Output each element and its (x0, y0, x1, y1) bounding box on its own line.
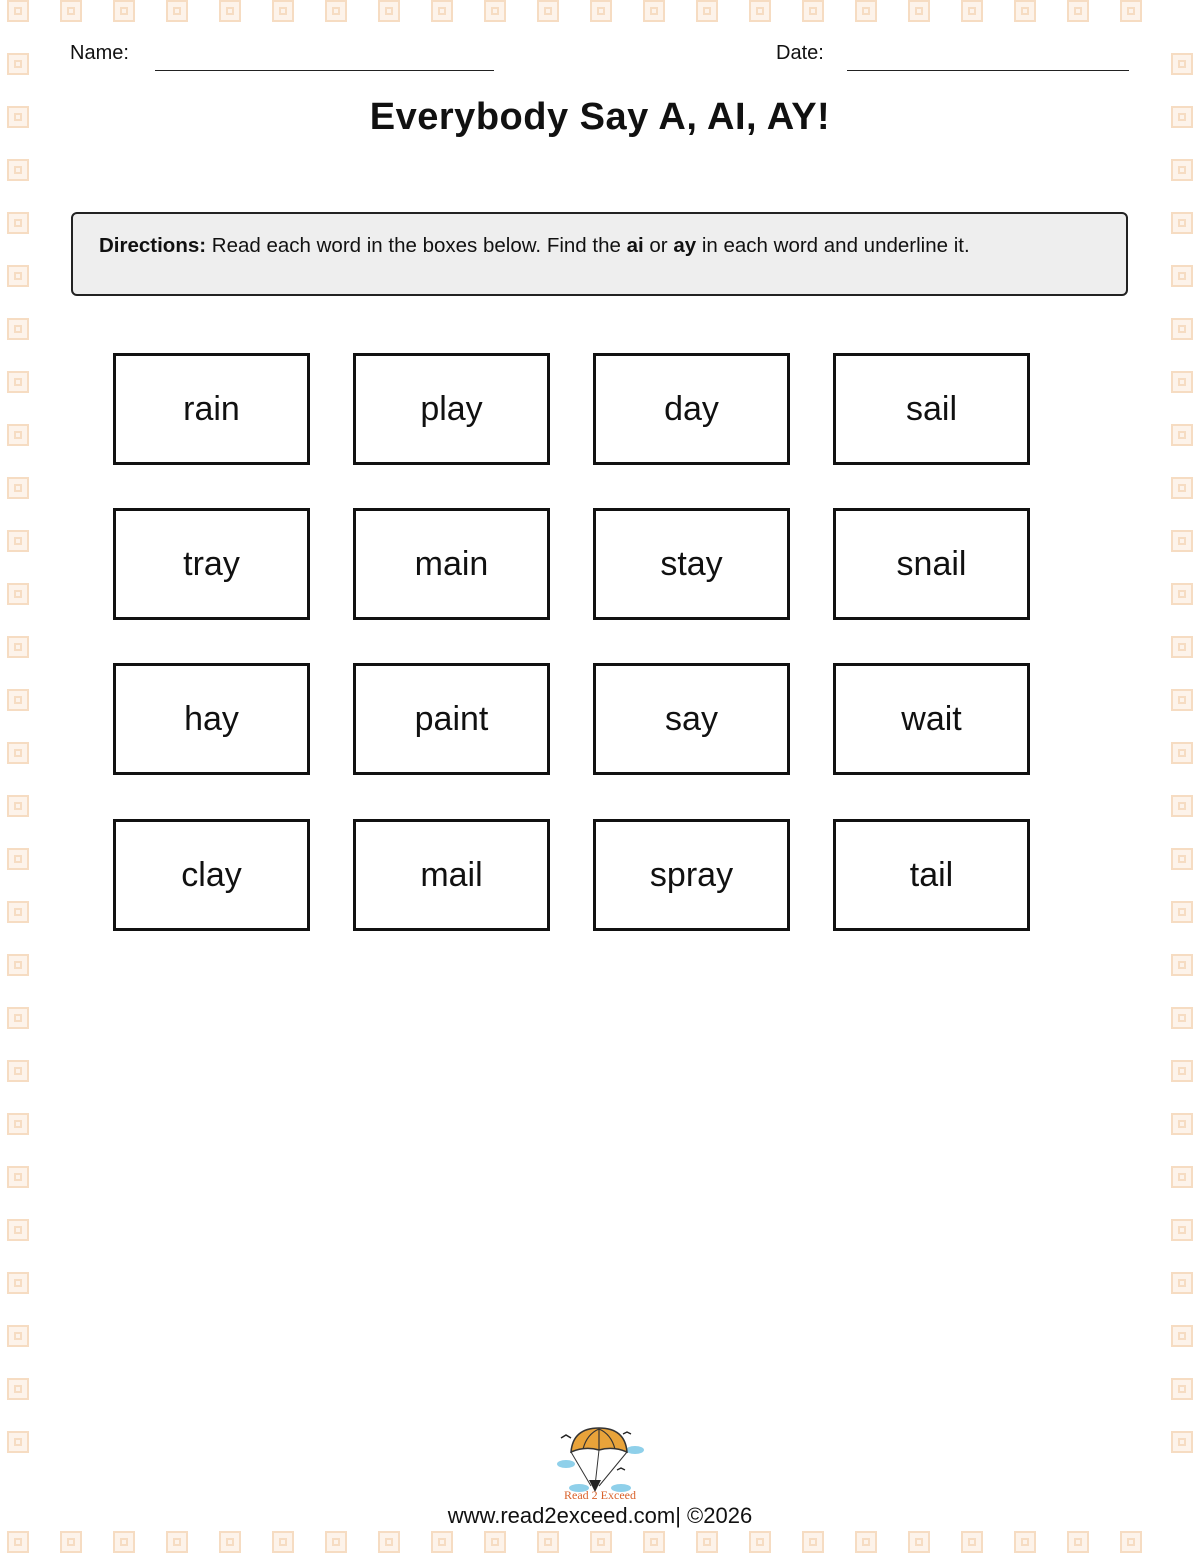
border-tile (961, 0, 983, 22)
border-tile (378, 0, 400, 22)
border-tile (166, 1531, 188, 1553)
word-box[interactable]: tray (113, 508, 310, 620)
word-box[interactable]: snail (833, 508, 1030, 620)
border-tile (60, 1531, 82, 1553)
border-tile (7, 1531, 29, 1553)
border-tile (1171, 1060, 1193, 1082)
border-tile (7, 1060, 29, 1082)
directions-text-2: or (643, 234, 674, 257)
border-tile (325, 0, 347, 22)
word-box[interactable]: clay (113, 819, 310, 931)
border-tile (1171, 1378, 1193, 1400)
border-tile (7, 371, 29, 393)
border-tile (749, 1531, 771, 1553)
border-tile (166, 0, 188, 22)
border-tile (1171, 1007, 1193, 1029)
border-tile (1171, 477, 1193, 499)
border-tile (7, 742, 29, 764)
border-tile (7, 265, 29, 287)
word-box[interactable]: say (593, 663, 790, 775)
border-tile (7, 0, 29, 22)
directions-text-1: Read each word in the boxes below. Find the (206, 234, 627, 257)
border-tile (219, 0, 241, 22)
border-tile (643, 0, 665, 22)
border-tile (1171, 1219, 1193, 1241)
border-tile (7, 477, 29, 499)
border-tile (1067, 1531, 1089, 1553)
footer-site[interactable]: www.read2exceed.com| ©2026 (447, 1503, 753, 1528)
word-box[interactable]: hay (113, 663, 310, 775)
border-tile (60, 0, 82, 22)
border-tile (7, 689, 29, 711)
word-box[interactable]: spray (593, 819, 790, 931)
border-tile (1171, 371, 1193, 393)
name-line[interactable] (155, 70, 494, 71)
word-box[interactable]: wait (833, 663, 1030, 775)
border-tile (1171, 1166, 1193, 1188)
border-tile (802, 0, 824, 22)
border-tile (7, 159, 29, 181)
border-tile (272, 1531, 294, 1553)
word-box[interactable]: rain (113, 353, 310, 465)
logo-wordmark: Read 2 Exceed (564, 1488, 636, 1502)
word-box[interactable]: day (593, 353, 790, 465)
border-tile (431, 1531, 453, 1553)
border-tile (908, 1531, 930, 1553)
border-tile (7, 1272, 29, 1294)
border-tile (378, 1531, 400, 1553)
border-tile (272, 0, 294, 22)
directions-lead: Directions: (99, 234, 207, 257)
border-tile (484, 0, 506, 22)
border-tile (7, 424, 29, 446)
word-box[interactable]: main (353, 508, 550, 620)
border-tile (1120, 0, 1142, 22)
border-tile (749, 0, 771, 22)
border-tile (1171, 530, 1193, 552)
border-tile (7, 530, 29, 552)
border-tile (1171, 212, 1193, 234)
border-tile (696, 1531, 718, 1553)
border-tile (7, 954, 29, 976)
border-tile (7, 636, 29, 658)
border-tile (1171, 742, 1193, 764)
border-tile (1171, 1113, 1193, 1135)
border-tile (1067, 0, 1089, 22)
border-tile (1171, 689, 1193, 711)
border-tile (7, 583, 29, 605)
border-tile (7, 318, 29, 340)
word-box[interactable]: stay (593, 508, 790, 620)
border-tile (484, 1531, 506, 1553)
border-tile (1171, 901, 1193, 923)
border-tile (113, 0, 135, 22)
border-tile (7, 1007, 29, 1029)
border-tile (1171, 583, 1193, 605)
border-tile (537, 0, 559, 22)
border-tile (1171, 159, 1193, 181)
border-tile (1171, 1325, 1193, 1347)
border-tile (908, 0, 930, 22)
border-tile (7, 1325, 29, 1347)
date-line[interactable] (847, 70, 1129, 71)
word-box[interactable]: sail (833, 353, 1030, 465)
border-tile (590, 1531, 612, 1553)
border-tile (1171, 1431, 1193, 1453)
border-tile (431, 0, 453, 22)
border-tile (1171, 795, 1193, 817)
border-tile (219, 1531, 241, 1553)
name-label: Name: (70, 42, 129, 64)
border-tile (325, 1531, 347, 1553)
border-tile (1014, 1531, 1036, 1553)
word-box[interactable]: play (353, 353, 550, 465)
page-title: Everybody Say A, AI, AY! (369, 96, 831, 138)
directions-text-3: in each word and underline it. (696, 234, 970, 257)
border-tile (1171, 954, 1193, 976)
date-label: Date: (776, 42, 824, 64)
word-box[interactable]: mail (353, 819, 550, 931)
directions-ai: ai (626, 234, 644, 257)
directions-box (71, 212, 1128, 296)
border-tile (7, 1431, 29, 1453)
border-tile (1171, 53, 1193, 75)
border-tile (1171, 1272, 1193, 1294)
border-tile (7, 1113, 29, 1135)
word-box[interactable]: paint (353, 663, 550, 775)
border-tile (1171, 848, 1193, 870)
border-tile (7, 1166, 29, 1188)
border-tile (7, 795, 29, 817)
border-tile (1171, 636, 1193, 658)
border-tile (1171, 265, 1193, 287)
border-tile (696, 0, 718, 22)
border-tile (855, 1531, 877, 1553)
border-tile (7, 212, 29, 234)
border-tile (537, 1531, 559, 1553)
border-tile (7, 53, 29, 75)
border-tile (7, 901, 29, 923)
border-tile (1171, 424, 1193, 446)
border-tile (7, 848, 29, 870)
directions-ay: ay (673, 234, 697, 257)
border-tile (113, 1531, 135, 1553)
border-tile (7, 1219, 29, 1241)
border-tile (961, 1531, 983, 1553)
border-tile (1014, 0, 1036, 22)
border-tile (590, 0, 612, 22)
border-tile (7, 1378, 29, 1400)
border-tile (1120, 1531, 1142, 1553)
border-tile (802, 1531, 824, 1553)
word-box[interactable]: tail (833, 819, 1030, 931)
border-tile (855, 0, 877, 22)
border-tile (643, 1531, 665, 1553)
border-tile (1171, 318, 1193, 340)
